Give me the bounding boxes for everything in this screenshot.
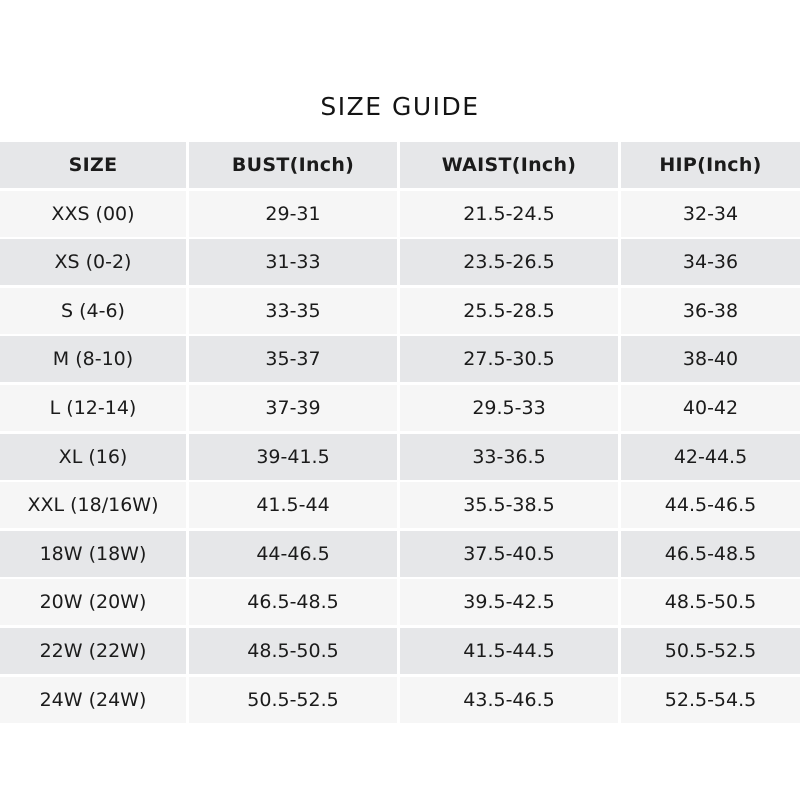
size-cell: XL (16) [0, 434, 186, 480]
waist-cell: 23.5-26.5 [400, 239, 618, 285]
waist-cell: 29.5-33 [400, 385, 618, 431]
size-cell: XXS (00) [0, 191, 186, 237]
bust-cell: 41.5-44 [189, 482, 397, 528]
column-header-hip: HIP(Inch) [621, 142, 800, 188]
size-cell: 20W (20W) [0, 579, 186, 625]
bust-cell: 44-46.5 [189, 531, 397, 577]
hip-cell: 32-34 [621, 191, 800, 237]
column-header-waist: WAIST(Inch) [400, 142, 618, 188]
hip-cell: 50.5-52.5 [621, 628, 800, 674]
size-cell: 24W (24W) [0, 677, 186, 723]
hip-cell: 36-38 [621, 288, 800, 334]
size-cell: 18W (18W) [0, 531, 186, 577]
hip-cell: 34-36 [621, 239, 800, 285]
size-cell: XXL (18/16W) [0, 482, 186, 528]
column-header-bust: BUST(Inch) [189, 142, 397, 188]
hip-cell: 38-40 [621, 336, 800, 382]
bust-cell: 50.5-52.5 [189, 677, 397, 723]
bust-cell: 33-35 [189, 288, 397, 334]
bust-cell: 39-41.5 [189, 434, 397, 480]
waist-cell: 27.5-30.5 [400, 336, 618, 382]
hip-cell: 46.5-48.5 [621, 531, 800, 577]
bust-cell: 46.5-48.5 [189, 579, 397, 625]
hip-cell: 42-44.5 [621, 434, 800, 480]
bust-cell: 37-39 [189, 385, 397, 431]
page-title: SIZE GUIDE [320, 92, 480, 121]
bust-cell: 35-37 [189, 336, 397, 382]
waist-cell: 41.5-44.5 [400, 628, 618, 674]
waist-cell: 43.5-46.5 [400, 677, 618, 723]
bust-cell: 48.5-50.5 [189, 628, 397, 674]
waist-cell: 21.5-24.5 [400, 191, 618, 237]
column-header-size: SIZE [0, 142, 186, 188]
bust-cell: 31-33 [189, 239, 397, 285]
size-cell: XS (0-2) [0, 239, 186, 285]
hip-cell: 48.5-50.5 [621, 579, 800, 625]
bust-cell: 29-31 [189, 191, 397, 237]
hip-cell: 40-42 [621, 385, 800, 431]
waist-cell: 39.5-42.5 [400, 579, 618, 625]
hip-cell: 44.5-46.5 [621, 482, 800, 528]
waist-cell: 35.5-38.5 [400, 482, 618, 528]
waist-cell: 25.5-28.5 [400, 288, 618, 334]
hip-cell: 52.5-54.5 [621, 677, 800, 723]
size-cell: M (8-10) [0, 336, 186, 382]
waist-cell: 33-36.5 [400, 434, 618, 480]
size-cell: S (4-6) [0, 288, 186, 334]
size-guide-table [0, 142, 800, 723]
size-cell: L (12-14) [0, 385, 186, 431]
waist-cell: 37.5-40.5 [400, 531, 618, 577]
size-cell: 22W (22W) [0, 628, 186, 674]
